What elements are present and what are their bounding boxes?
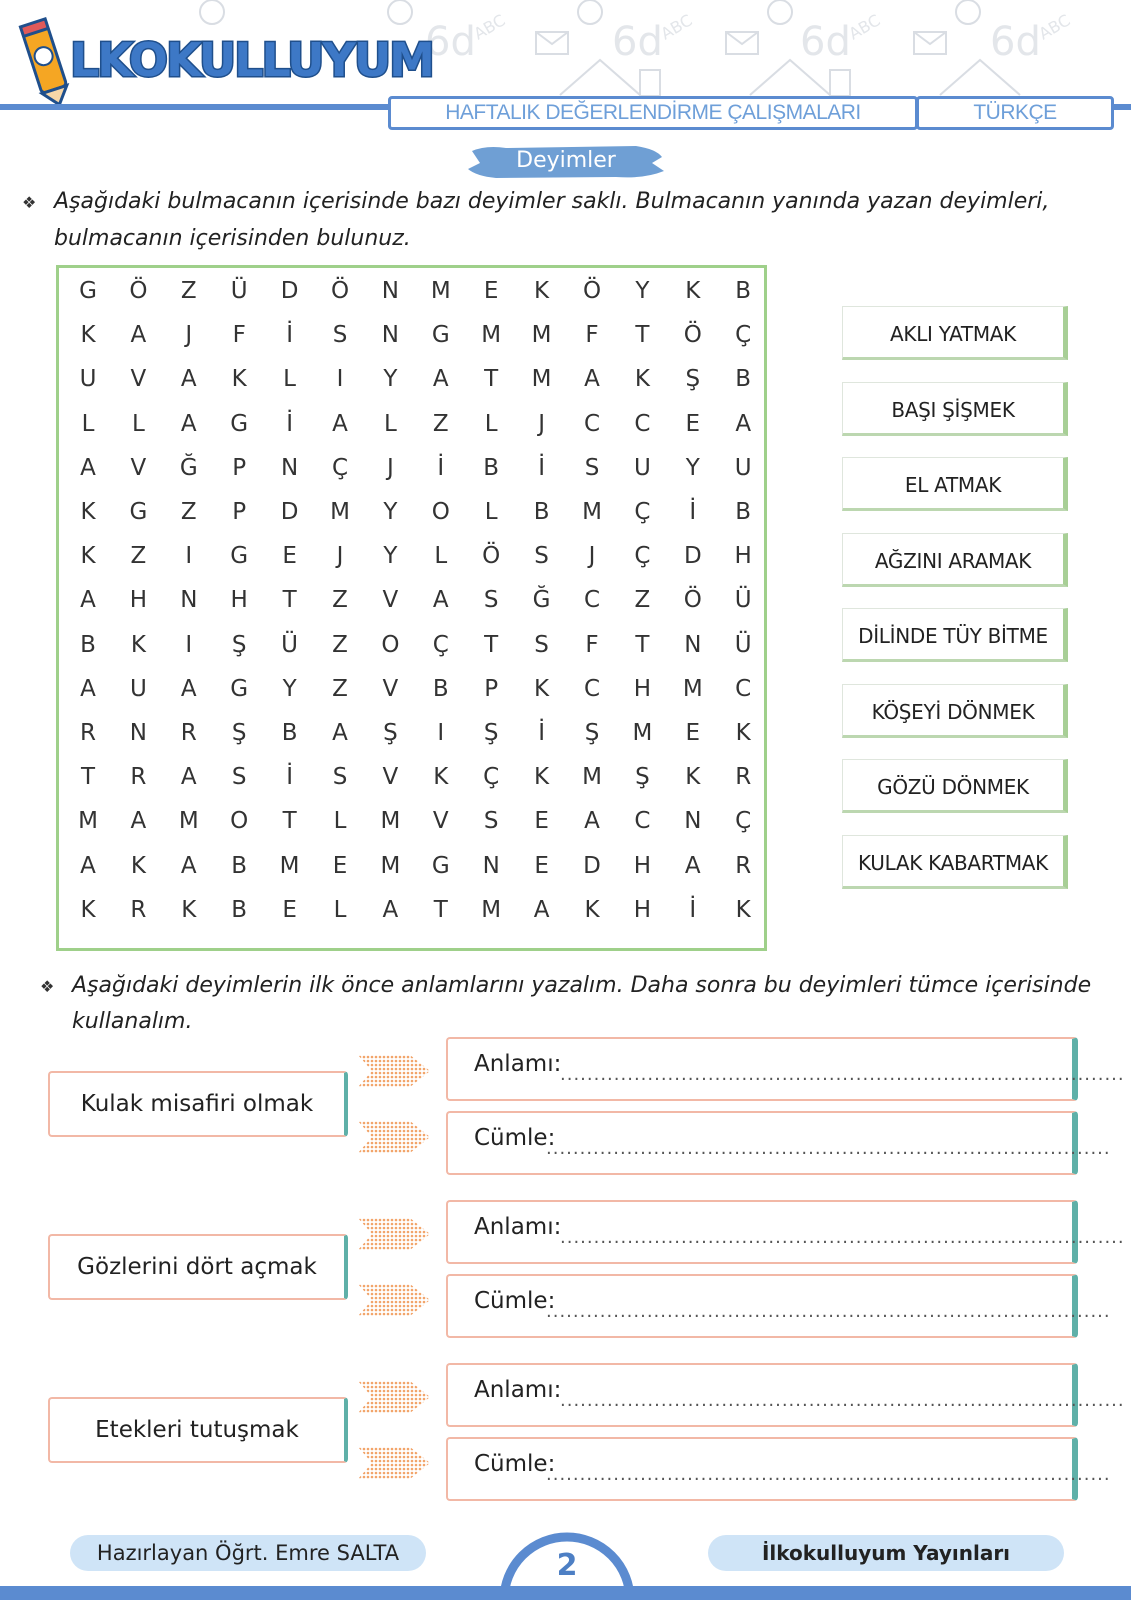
grid-letter: U [633, 454, 651, 481]
grid-letter: Ç [432, 631, 449, 658]
grid-letter: Ö [482, 543, 501, 570]
grid-letter: A [432, 587, 449, 614]
meaning-answer-field[interactable] [446, 1200, 1125, 1264]
grid-letter: M [682, 675, 703, 702]
arrow-icon [358, 1377, 432, 1417]
grid-letter: L [484, 499, 498, 525]
grid-letter: M [279, 852, 300, 879]
sentence-answer-field[interactable] [446, 1111, 1111, 1175]
grid-letter: B [80, 631, 96, 658]
grid-letter: J [538, 410, 545, 437]
answer-dotted-line: .................................................................................... [546, 1464, 1111, 1485]
grid-letter: P [232, 499, 247, 525]
grid-letter: K [130, 631, 146, 658]
grid-letter: D [583, 852, 601, 879]
grid-letter: A [80, 675, 96, 702]
grid-letter: H [633, 852, 652, 879]
grid-letter: G [79, 278, 97, 304]
grid-letter: A [130, 808, 147, 835]
grid-letter: Ş [685, 366, 701, 393]
grid-letter: D [683, 543, 702, 570]
grid-letter: Z [332, 675, 348, 702]
grid-letter: M [531, 366, 552, 393]
grid-letter: I [437, 720, 445, 746]
grid-letter: I [336, 366, 344, 393]
idiom-item: KÖŞEYİ DÖNMEK [842, 684, 1068, 738]
grid-letter: A [180, 366, 197, 393]
grid-letter: J [386, 454, 394, 481]
svg-text:ABC: ABC [1035, 10, 1074, 44]
arrow-icon [358, 1117, 432, 1157]
grid-letter: Ü [230, 278, 248, 304]
grid-letter: Ö [683, 322, 702, 349]
grid-letter: Z [332, 631, 348, 658]
grid-letter: S [483, 587, 499, 614]
grid-letter: Ğ [179, 454, 198, 481]
grid-letter: İ [538, 720, 545, 746]
grid-letter: H [129, 587, 148, 614]
grid-letter: G [431, 852, 450, 879]
grid-letter: Ü [734, 631, 752, 658]
answer-dotted-line: .................................................................................... [560, 1064, 1125, 1085]
grid-letter: Z [332, 587, 348, 614]
grid-letter: N [684, 631, 702, 658]
grid-letter: A [180, 852, 197, 879]
grid-letter: P [232, 454, 247, 481]
grid-letter: T [282, 808, 297, 835]
answer-dotted-line: .................................................................................... [546, 1138, 1111, 1159]
grid-letter: İ [689, 499, 697, 525]
grid-letter: G [230, 675, 249, 702]
subject-label: TÜRKÇE [916, 96, 1114, 130]
grid-letter: D [280, 499, 299, 525]
publisher-credit: İlkokulluyum Yayınları [708, 1535, 1064, 1571]
grid-letter: K [685, 278, 701, 304]
grid-letter: B [735, 366, 752, 393]
svg-text:ABC: ABC [470, 10, 509, 44]
grid-letter: M [531, 322, 552, 349]
grid-letter: K [685, 764, 701, 791]
grid-letter: M [430, 278, 451, 304]
svg-text:ABC: ABC [845, 10, 884, 44]
grid-letter: V [382, 675, 399, 702]
grid-letter: Ş [383, 720, 398, 746]
bullet-icon: ❖ [22, 193, 37, 212]
grid-letter: O [431, 499, 450, 525]
grid-letter: B [483, 454, 500, 481]
idiom-item: AKLI YATMAK [842, 306, 1068, 360]
grid-letter: R [130, 896, 147, 923]
grid-letter: G [431, 322, 450, 349]
grid-letter: K [80, 322, 96, 349]
grid-letter: H [230, 587, 248, 614]
grid-letter: A [382, 896, 399, 923]
grid-letter: L [333, 808, 347, 835]
grid-letter: B [735, 499, 752, 525]
grid-letter: G [230, 543, 249, 570]
grid-letter: B [231, 852, 248, 879]
grid-letter: I [185, 543, 193, 570]
grid-letter: E [534, 808, 549, 835]
idiom-phrase: Etekleri tutuşmak [48, 1397, 348, 1463]
grid-letter: A [735, 410, 752, 437]
grid-letter: K [534, 278, 550, 304]
grid-letter: B [432, 675, 449, 702]
grid-letter: Y [383, 543, 398, 570]
page-number: 2 [556, 1548, 578, 1583]
grid-letter: T [484, 631, 499, 658]
idiom-phrase: Gözlerini dört açmak [48, 1234, 348, 1300]
svg-text:6d: 6d [612, 19, 663, 65]
grid-letter: M [481, 896, 502, 923]
footer-rule [0, 1586, 1131, 1600]
grid-letter: C [634, 808, 651, 835]
grid-letter: B [533, 499, 550, 525]
grid-letter: O [381, 631, 400, 658]
grid-letter: Ç [735, 322, 752, 349]
arrow-icon [358, 1051, 432, 1091]
grid-letter: L [383, 410, 397, 437]
grid-letter: K [534, 675, 550, 702]
grid-letter: A [584, 366, 600, 393]
grid-letter: Ö [582, 278, 602, 304]
grid-letter: K [735, 896, 751, 923]
grid-letter: U [734, 454, 752, 481]
grid-letter: V [130, 454, 147, 481]
grid-letter: C [583, 587, 601, 614]
grid-letter: H [734, 543, 752, 570]
grid-letter: Ö [683, 587, 702, 614]
section-title: Deyimler [516, 148, 616, 173]
grid-letter: R [735, 764, 752, 791]
svg-text:ABC: ABC [657, 10, 696, 44]
grid-letter: J [185, 322, 193, 349]
grid-letter: G [230, 410, 249, 437]
grid-letter: B [231, 896, 248, 923]
grid-letter: Ş [635, 764, 650, 791]
grid-letter: Ç [735, 808, 752, 835]
grid-letter: Ç [634, 499, 651, 525]
grid-letter: U [129, 675, 147, 702]
grid-letter: Y [685, 454, 700, 481]
grid-letter: S [231, 764, 247, 791]
grid-letter: P [484, 675, 499, 702]
grid-letter: Z [634, 587, 651, 614]
grid-letter: N [381, 322, 399, 349]
grid-letter: L [333, 896, 347, 923]
grid-letter: S [534, 543, 549, 570]
grid-letter: Ö [330, 278, 350, 304]
grid-letter: İ [286, 322, 293, 349]
grid-letter: K [584, 896, 600, 923]
grid-letter: Ü [281, 631, 299, 658]
grid-letter: N [280, 454, 299, 481]
grid-letter: H [633, 896, 652, 923]
arrow-icon [358, 1214, 432, 1254]
grid-letter: E [685, 720, 701, 746]
grid-letter: A [80, 852, 96, 879]
grid-letter: G [129, 499, 148, 525]
grid-letter: S [483, 808, 499, 835]
grid-letter: E [332, 852, 348, 879]
grid-letter: J [588, 543, 596, 570]
grid-letter: S [534, 631, 549, 658]
grid-letter: İ [286, 764, 293, 791]
meaning-answer-field[interactable] [446, 1363, 1125, 1427]
svg-text:6d: 6d [800, 19, 851, 65]
grid-letter: V [382, 587, 399, 614]
grid-letter: C [583, 675, 601, 702]
grid-letter: Y [383, 366, 398, 393]
grid-letter: F [585, 322, 599, 349]
grid-letter: M [582, 764, 602, 791]
grid-letter: E [282, 896, 297, 923]
grid-letter: F [232, 322, 246, 349]
grid-letter: V [382, 764, 399, 791]
grid-letter: Z [130, 543, 147, 570]
grid-letter: Ş [231, 631, 247, 658]
svg-text:6d: 6d [425, 19, 476, 65]
grid-letter: Ü [734, 587, 752, 614]
grid-letter: K [735, 720, 751, 746]
grid-letter: F [585, 631, 599, 658]
instruction-2-cont: kullanalım. [72, 1009, 193, 1034]
sentence-answer-field[interactable] [446, 1437, 1111, 1501]
sentence-label: Cümle: [474, 1125, 556, 1151]
grid-letter: A [584, 808, 600, 835]
instruction-2: Aşağıdaki deyimlerin ilk önce anlamlarını yazalım. Daha sonra bu deyimleri tümce içerisinde [72, 973, 1092, 998]
grid-letter: İ [286, 410, 293, 437]
grid-letter: T [433, 896, 448, 923]
grid-letter: Ö [129, 278, 148, 304]
grid-letter: M [582, 499, 602, 525]
grid-letter: N [129, 720, 147, 746]
grid-letter: T [484, 366, 499, 393]
grid-letter: R [80, 720, 96, 746]
logo-lettering: İLKOKULLUYUM [18, 10, 26, 11]
grid-letter: A [80, 454, 96, 481]
grid-letter: Ç [483, 764, 500, 791]
grid-letter: R [130, 764, 147, 791]
instruction-1: Aşağıdaki bulmacanın içerisinde bazı deyimler saklı. Bulmacanın yanında yazan deyimleri, [54, 189, 1050, 214]
grid-letter: V [130, 366, 147, 393]
grid-letter: İ [689, 896, 697, 923]
grid-letter: A [332, 720, 348, 746]
grid-letter: K [231, 366, 247, 393]
grid-letter: Ç [331, 454, 349, 481]
answer-dotted-line: .................................................................................... [546, 1301, 1111, 1322]
idiom-item: GÖZÜ DÖNMEK [842, 759, 1068, 813]
grid-letter: Z [180, 278, 197, 304]
grid-letter: D [280, 278, 299, 304]
grid-letter: M [380, 808, 401, 835]
grid-letter: K [433, 764, 449, 791]
grid-letter: C [583, 410, 601, 437]
grid-letter: N [381, 278, 399, 304]
worksheet-title: HAFTALIK DEĞERLENDİRME ÇALIŞMALARI [388, 96, 918, 130]
grid-letter: M [481, 322, 502, 349]
grid-letter: K [534, 764, 550, 791]
grid-letter: A [533, 896, 550, 923]
grid-letter: M [380, 852, 401, 879]
grid-letter: Y [383, 499, 398, 525]
idiom-phrase: Kulak misafiri olmak [48, 1071, 348, 1137]
arrow-icon [358, 1443, 432, 1483]
grid-letter: T [282, 587, 297, 614]
grid-letter: M [78, 808, 98, 835]
grid-letter: A [130, 322, 147, 349]
grid-letter: S [584, 454, 600, 481]
grid-letter: A [180, 764, 197, 791]
grid-letter: E [534, 852, 549, 879]
grid-letter: I [185, 631, 193, 658]
ilkokulluyum-logo [18, 10, 433, 102]
grid-letter: T [635, 631, 650, 658]
meaning-label: Anlamı: [474, 1377, 562, 1403]
grid-letter: Z [432, 410, 449, 437]
grid-letter: Ş [483, 720, 499, 746]
grid-letter: U [79, 366, 97, 393]
grid-letter: V [432, 808, 449, 835]
meaning-label: Anlamı: [474, 1051, 562, 1077]
grid-letter: L [81, 410, 95, 437]
grid-letter: A [432, 366, 449, 393]
grid-letter: C [735, 675, 752, 702]
grid-letter: M [178, 808, 199, 835]
grid-letter: K [80, 896, 96, 923]
grid-letter: Ç [634, 543, 651, 570]
grid-letter: N [180, 587, 198, 614]
sentence-answer-field[interactable] [446, 1274, 1111, 1338]
meaning-answer-field[interactable] [446, 1037, 1125, 1101]
grid-letter: N [684, 808, 702, 835]
grid-letter: C [634, 410, 651, 437]
grid-letter: L [434, 543, 448, 570]
grid-letter: R [735, 852, 752, 879]
grid-letter: İ [538, 454, 545, 481]
grid-letter: Y [635, 278, 650, 304]
grid-letter: Ş [231, 720, 247, 746]
grid-letter: H [633, 675, 652, 702]
grid-letter: Ğ [532, 587, 551, 614]
grid-letter: İ [437, 454, 445, 481]
arrow-icon [358, 1280, 432, 1320]
bullet-icon: ❖ [40, 977, 55, 996]
grid-letter: O [230, 808, 249, 835]
idiom-item: EL ATMAK [842, 457, 1068, 511]
grid-letter: K [130, 852, 146, 879]
grid-letter: S [332, 322, 348, 349]
grid-letter: T [80, 764, 96, 791]
sentence-label: Cümle: [474, 1288, 556, 1314]
grid-letter: L [283, 366, 296, 393]
grid-letter: K [80, 543, 96, 570]
grid-letter: B [735, 278, 752, 304]
grid-letter: K [634, 366, 650, 393]
grid-letter: M [632, 720, 653, 746]
grid-letter: J [336, 543, 344, 570]
idiom-item: DİLİNDE TÜY BİTME [842, 608, 1068, 662]
grid-letter: R [180, 720, 197, 746]
grid-letter: L [131, 410, 145, 437]
idiom-item: KULAK KABARTMAK [842, 835, 1068, 889]
grid-letter: A [684, 852, 701, 879]
grid-letter: A [180, 410, 197, 437]
grid-letter: E [685, 410, 701, 437]
idiom-item: AĞZINI ARAMAK [842, 533, 1068, 587]
grid-letter: N [482, 852, 500, 879]
word-search-grid [56, 265, 767, 951]
answer-dotted-line: .................................................................................... [560, 1390, 1125, 1411]
grid-letter: A [180, 675, 197, 702]
grid-letter: S [332, 764, 348, 791]
grid-letter: A [332, 410, 348, 437]
grid-letter: B [281, 720, 298, 746]
grid-letter: Z [180, 499, 197, 525]
author-credit: Hazırlayan Öğrt. Emre SALTA [70, 1535, 426, 1571]
grid-letter: T [635, 322, 650, 349]
idiom-item: BAŞI ŞİŞMEK [842, 382, 1068, 436]
meaning-label: Anlamı: [474, 1214, 562, 1240]
instruction-1-cont: bulmacanın içerisinden bulunuz. [54, 226, 411, 251]
grid-letter: A [80, 587, 96, 614]
svg-text:LKOKULLUYUM: LKOKULLUYUM [70, 33, 433, 87]
sentence-label: Cümle: [474, 1451, 556, 1477]
grid-letter: L [484, 410, 498, 437]
grid-letter: K [80, 499, 96, 525]
answer-dotted-line: .................................................................................... [560, 1227, 1125, 1248]
grid-letter: Ş [584, 720, 600, 746]
grid-letter: M [330, 499, 350, 525]
grid-letter: K [181, 896, 197, 923]
grid-letter: E [483, 278, 499, 304]
svg-text:6d: 6d [990, 19, 1041, 65]
grid-letter: E [282, 543, 297, 570]
grid-letter: Y [282, 675, 297, 702]
